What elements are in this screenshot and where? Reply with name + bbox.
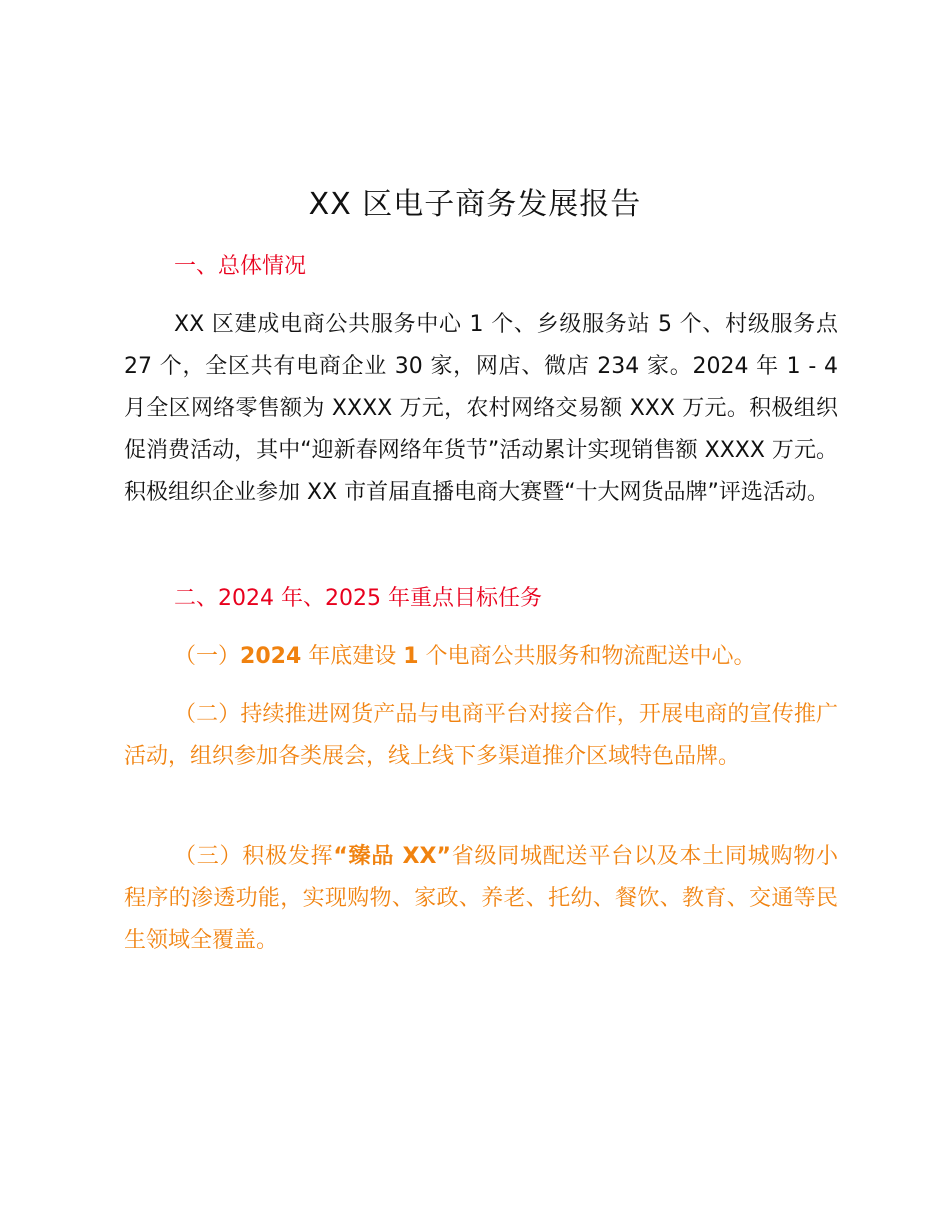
section-1-paragraph: XX 区建成电商公共服务中心 1 个、乡级服务站 5 个、村级服务点 27 个，全区共有电商企业 30 家，网店、微店 234 家。2024 年 1 - 4 月全区网络零售额为 XXXX 万元，农村网络交易额 XXX 万元。积极组织促消费活动，其中“迎新春网络年货节”活动累计实现销售额 XXXX 万元。积极组织企业参加 XX 市首届直播电商大赛暨“十大网货品牌”评选活动。 bbox=[124, 312, 838, 505]
section-1 bbox=[124, 246, 838, 288]
task-item-3-text: 省级同城配送平台以及本土同城购物小程序的渗透功能，实现购物、家政、养老、托幼、餐饮、教育、交通等民生领域全覆盖。 bbox=[124, 844, 838, 953]
task-item-3 bbox=[124, 836, 838, 962]
task-item-1-paragraph bbox=[124, 636, 838, 678]
task-item-1 bbox=[124, 636, 838, 678]
task-item-3-paragraph bbox=[124, 836, 838, 962]
section-2 bbox=[124, 578, 838, 620]
task-item-3-prefix: （三）积极发挥 bbox=[174, 844, 334, 869]
task-item-1-prefix: （一） bbox=[174, 644, 241, 669]
task-item-1-text-a: 年底建设 bbox=[301, 644, 404, 669]
section-1-body bbox=[124, 304, 838, 514]
task-item-2 bbox=[124, 694, 838, 778]
task-item-2-paragraph: （二）持续推进网货产品与电商平台对接合作，开展电商的宣传推广活动，组织参加各类展会，线上线下多渠道推介区域特色品牌。 bbox=[124, 702, 838, 769]
task-item-1-text-b: 个电商公共服务和物流配送中心。 bbox=[418, 644, 756, 669]
task-item-1-year: 2024 bbox=[240, 644, 302, 669]
task-item-1-count: 1 bbox=[403, 644, 419, 669]
task-item-3-brand: “臻品 XX” bbox=[333, 844, 451, 869]
section-2-heading: 二、2024 年、2025 年重点目标任务 bbox=[174, 586, 542, 611]
section-1-heading: 一、总体情况 bbox=[174, 254, 307, 279]
document-title: XX 区电子商务发展报告 bbox=[308, 187, 642, 222]
